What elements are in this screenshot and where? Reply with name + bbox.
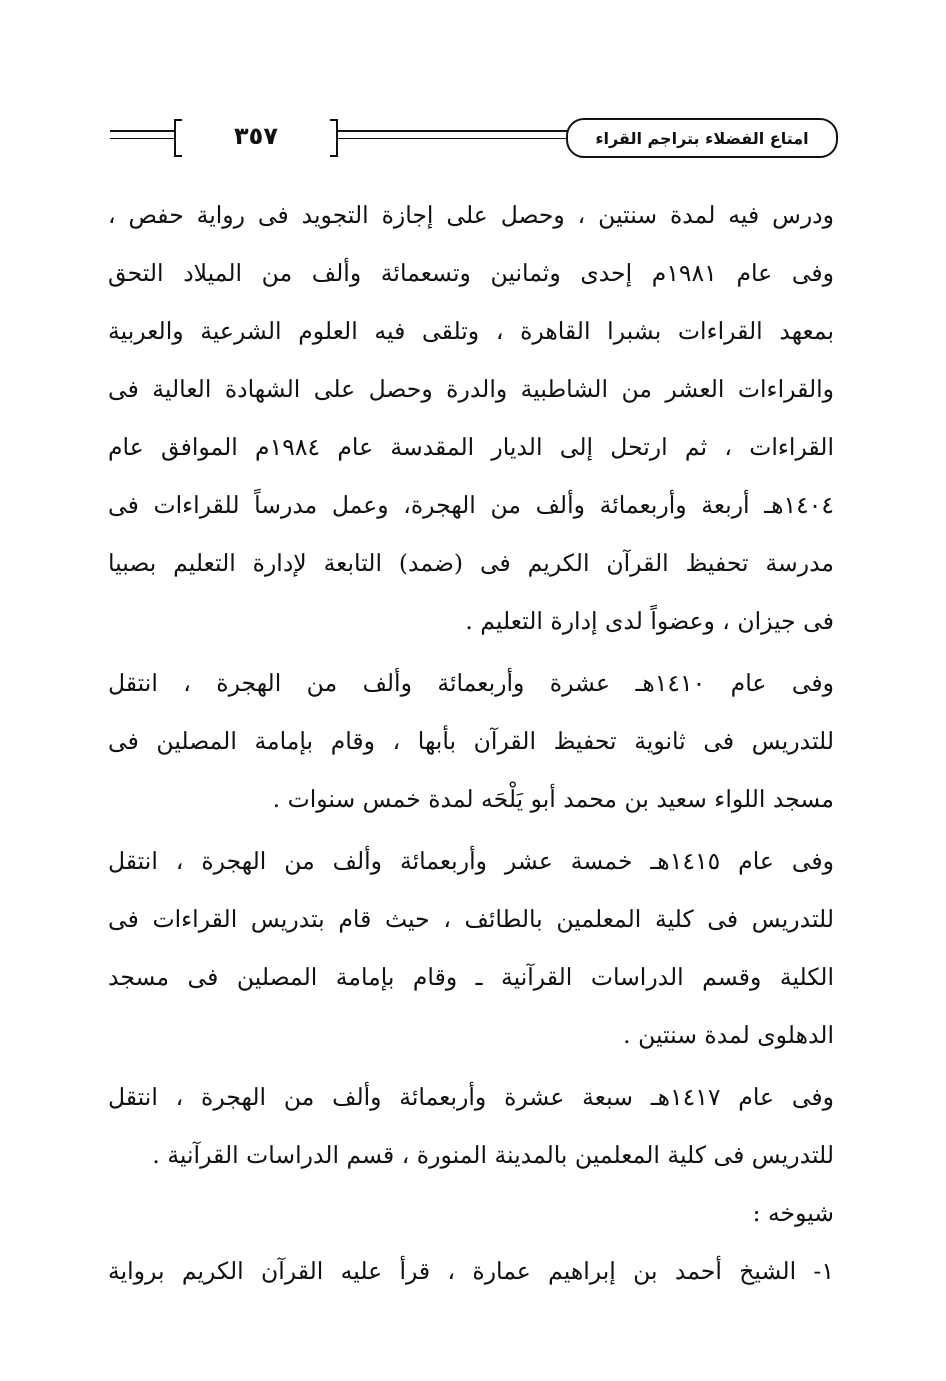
list-item [108, 1242, 834, 1300]
text-line: وفى عام ١٤١٧هـ سبعة عشرة وأربعمائة وألف من الهجرة ، انتقل [108, 1083, 834, 1111]
running-title-box [566, 118, 838, 158]
paragraph [108, 1068, 834, 1184]
header-rule-left-bottom [110, 138, 174, 139]
text-line: مسجد اللواء سعيد بن محمد أبو يَلْحَه لمدة خمس سنوات . [272, 785, 834, 813]
text-line: ١- الشيخ أحمد بن إبراهيم عمارة ، قرأ عليه القرآن الكريم برواية [108, 1257, 834, 1285]
running-title: امتاع الفضلاء بتراجم القراء [595, 128, 809, 148]
page-number-box [174, 119, 338, 153]
text-line: مدرسة تحفيظ القرآن الكريم فى (ضمد) التابعة لإدارة التعليم بصبيا [108, 549, 834, 577]
text-line: الدهلوى لمدة سنتين . [623, 1021, 834, 1049]
header-rule-middle-top [338, 130, 570, 132]
paragraph [108, 654, 834, 828]
text-line: وفى عام ١٩٨١م إحدى وثمانين وتسعمائة وألف من الميلاد التحق [108, 259, 834, 287]
page-number: ٣٥٧ [234, 122, 278, 150]
paragraph [108, 186, 834, 650]
paragraph [108, 832, 834, 1064]
text-line: للتدريس فى كلية المعلمين بالطائف ، حيث قام بتدريس القراءات فى [108, 905, 834, 933]
text-line: القراءات ، ثم ارتحل إلى الديار المقدسة عام ١٩٨٤م الموافق عام [108, 433, 834, 461]
text-line: والقراءات العشر من الشاطبية والدرة وحصل على الشهادة العالية فى [108, 375, 834, 403]
header-rule-middle-bottom [338, 138, 570, 139]
text-line: بمعهد القراءات بشبرا القاهرة ، وتلقى فيه العلوم الشرعية والعربية [108, 317, 834, 345]
text-line: وفى عام ١٤١٠هـ عشرة وأربعمائة وألف من الهجرة ، انتقل [108, 669, 834, 697]
text-line: وفى عام ١٤١٥هـ خمسة عشر وأربعمائة وألف من الهجرة ، انتقل [108, 847, 834, 875]
header-rule-left-top [110, 130, 174, 132]
text-line: فى جيزان ، وعضواً لدى إدارة التعليم . [465, 607, 834, 635]
text-line: ودرس فيه لمدة سنتين ، وحصل على إجازة التجويد فى رواية حفص ، [108, 201, 834, 229]
body-text [108, 186, 834, 1300]
page-number-bracket-right [330, 119, 338, 157]
page-number-bracket-left [174, 119, 182, 157]
section-heading [108, 1184, 834, 1242]
running-header [110, 118, 838, 158]
text-line: للتدريس فى ثانوية تحفيظ القرآن بأبها ، وقام بإمامة المصلين فى [108, 727, 834, 755]
text-line: الكلية وقسم الدراسات القرآنية ـ وقام بإمامة المصلين فى مسجد [108, 963, 834, 991]
text-line: للتدريس فى كلية المعلمين بالمدينة المنورة ، قسم الدراسات القرآنية . [152, 1141, 834, 1169]
text-line: شيوخه : [752, 1199, 834, 1227]
text-line: ١٤٠٤هـ أربعة وأربعمائة وألف من الهجرة، وعمل مدرساً للقراءات فى [108, 491, 834, 519]
